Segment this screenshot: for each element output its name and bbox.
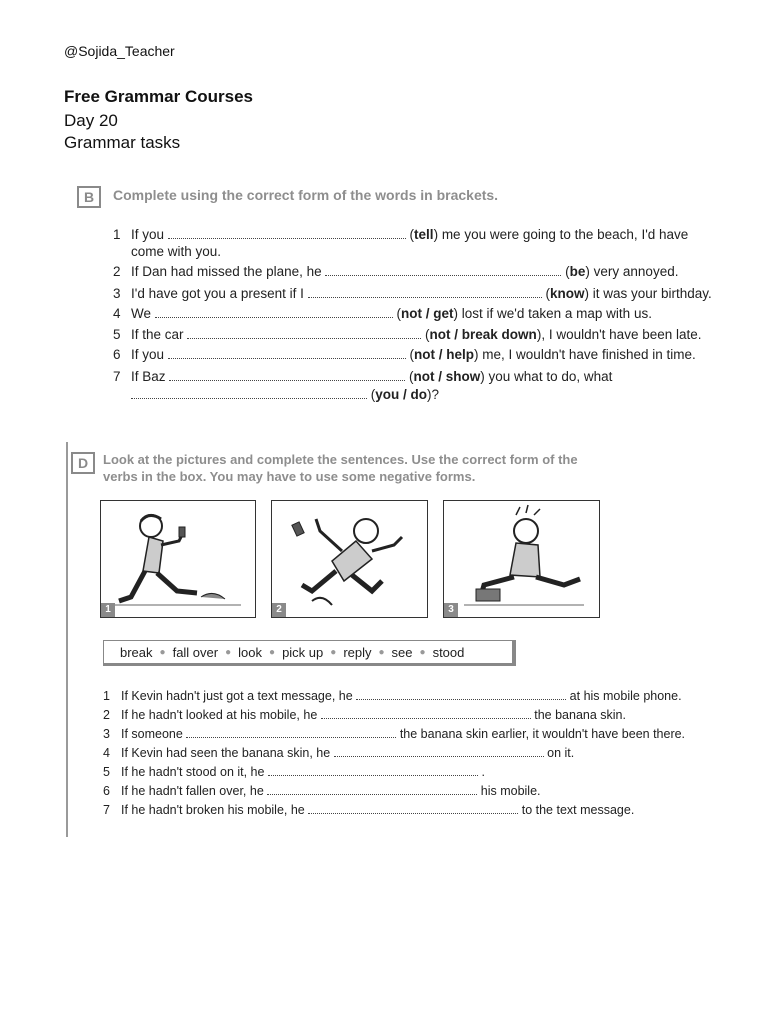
bullet-separator: ● bbox=[330, 646, 337, 658]
section-d-rule bbox=[66, 442, 68, 837]
boy-fallen-with-phone-icon bbox=[444, 501, 599, 617]
answer-blank[interactable] bbox=[356, 689, 566, 700]
boy-slipping-on-banana-icon bbox=[272, 501, 427, 617]
word-break: break bbox=[120, 644, 153, 660]
word-fall-over: fall over bbox=[172, 644, 219, 660]
answer-blank[interactable] bbox=[321, 708, 531, 719]
answer-blank[interactable] bbox=[131, 388, 367, 399]
answer-blank[interactable] bbox=[168, 348, 406, 359]
answer-blank[interactable] bbox=[168, 228, 406, 239]
picture-2-number: 2 bbox=[272, 603, 286, 617]
subtitle: Grammar tasks bbox=[64, 133, 181, 152]
answer-blank[interactable] bbox=[325, 265, 561, 276]
section-d-instruction-2: verbs in the box. You may have to use some negative forms. bbox=[103, 469, 476, 484]
d-item-1: 1 If Kevin hadn't just got a text message, he at his mobile phone. bbox=[103, 689, 682, 703]
bullet-separator: ● bbox=[225, 646, 232, 658]
b-item-2: 2 If Dan had missed the plane, he (be) very annoyed. bbox=[113, 264, 679, 279]
word-reply: reply bbox=[343, 644, 372, 660]
picture-3 bbox=[443, 500, 600, 618]
section-d-instruction-1: Look at the pictures and complete the sentences. Use the correct form of the bbox=[103, 452, 578, 467]
bullet-separator: ● bbox=[378, 646, 385, 658]
b-item-1: 1 If you (tell) me you were going to the beach, I'd have bbox=[113, 227, 689, 242]
d-item-3: 3 If someone the banana skin earlier, it wouldn't have been there. bbox=[103, 727, 686, 741]
page-title: Free Grammar Courses bbox=[64, 87, 253, 106]
section-d-badge: D bbox=[71, 452, 95, 474]
d-item-4: 4 If Kevin had seen the banana skin, he on it. bbox=[103, 746, 575, 760]
picture-2 bbox=[271, 500, 428, 618]
b-item-5: 5 If the car (not / break down), I wouldn't have been late. bbox=[113, 327, 702, 342]
d-item-5: 5 If he hadn't stood on it, he . bbox=[103, 765, 485, 779]
b-item-3: 3 I'd have got you a present if I (know) it was your birthday. bbox=[113, 286, 712, 301]
d-item-2: 2 If he hadn't looked at his mobile, he the banana skin. bbox=[103, 708, 626, 722]
boy-texting-walking-icon bbox=[101, 501, 255, 617]
answer-blank[interactable] bbox=[268, 765, 478, 776]
b-item-7: 7 If Baz (not / show) you what to do, what bbox=[113, 369, 613, 384]
d-item-6: 6 If he hadn't fallen over, he his mobile. bbox=[103, 784, 541, 798]
answer-blank[interactable] bbox=[308, 803, 518, 814]
word-stood: stood bbox=[432, 644, 465, 660]
word-pick-up: pick up bbox=[282, 644, 324, 660]
b-item-1-cont: come with you. bbox=[131, 244, 222, 259]
picture-3-number: 3 bbox=[444, 603, 458, 617]
answer-blank[interactable] bbox=[267, 784, 477, 795]
picture-1 bbox=[100, 500, 256, 618]
answer-blank[interactable] bbox=[155, 307, 393, 318]
d-item-7: 7 If he hadn't broken his mobile, he to the text message. bbox=[103, 803, 635, 817]
word-see: see bbox=[391, 644, 413, 660]
answer-blank[interactable] bbox=[186, 727, 396, 738]
b-item-6: 6 If you (not / help) me, I wouldn't have finished in time. bbox=[113, 347, 696, 362]
answer-blank[interactable] bbox=[169, 370, 405, 381]
bullet-separator: ● bbox=[419, 646, 426, 658]
picture-1-number: 1 bbox=[101, 603, 115, 617]
verb-word-box bbox=[103, 640, 516, 666]
b-item-7-cont: (you / do)? bbox=[131, 387, 439, 402]
section-b-badge: B bbox=[77, 186, 101, 208]
day-label: Day 20 bbox=[64, 111, 118, 130]
bullet-separator: ● bbox=[159, 646, 166, 658]
author-handle: @Sojida_Teacher bbox=[64, 43, 175, 59]
word-look: look bbox=[238, 644, 263, 660]
answer-blank[interactable] bbox=[334, 746, 544, 757]
answer-blank[interactable] bbox=[187, 328, 421, 339]
b-item-4: 4 We (not / get) lost if we'd taken a map with us. bbox=[113, 306, 652, 321]
answer-blank[interactable] bbox=[308, 287, 542, 298]
section-b-instruction: Complete using the correct form of the words in brackets. bbox=[113, 187, 499, 203]
bullet-separator: ● bbox=[269, 646, 276, 658]
